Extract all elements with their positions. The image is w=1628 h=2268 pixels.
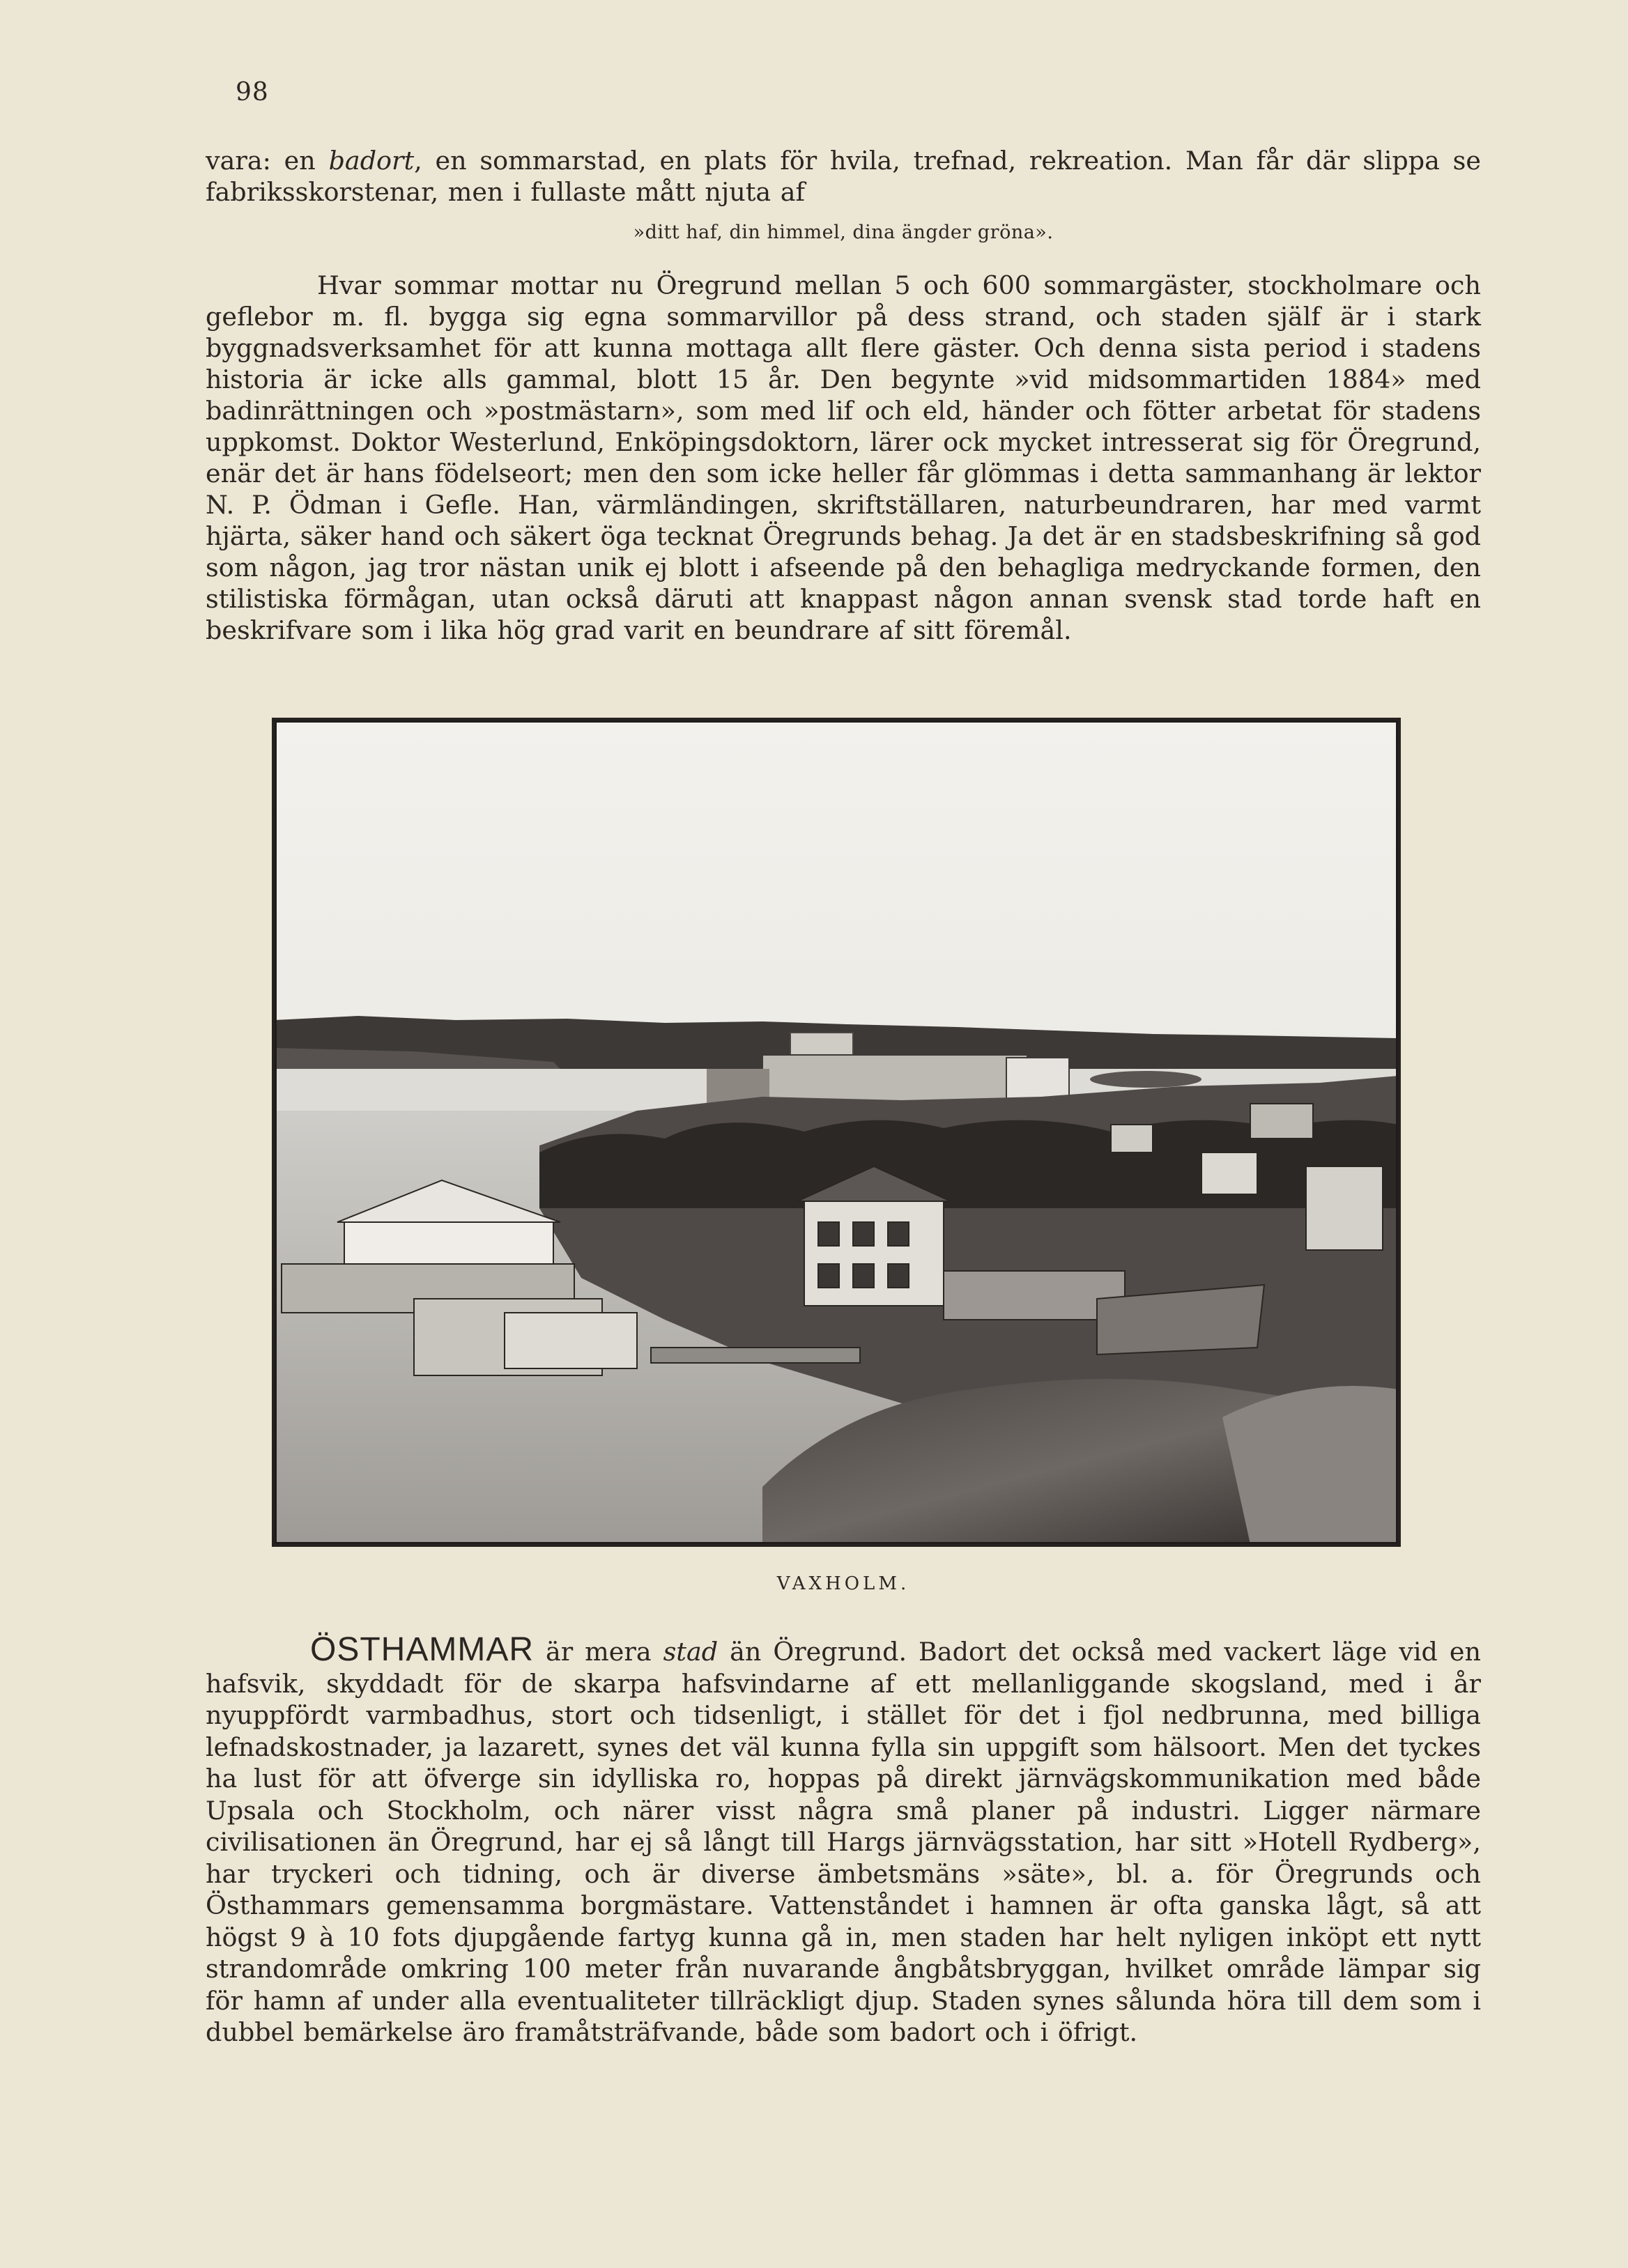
- page-number: 98: [236, 78, 269, 107]
- osthammar-text-end: än Öregrund. Badort det också med vackert läge vid en hafsvik, skyddadt för de skarpa hafsvindarne af ett mellanliggande skogsland, med i år nyuppfördt varmbadhus, stort och tidsenligt, i stället för det i fjol nedbrunna, med billiga lefnadskostnader, ja lazarett, synes det väl kunna fylla sin uppgift som hälsoort. Men det tyckes ha lust för att öfverge sin idylliska ro, hoppas på direkt järnvägskommunikation med både Upsala och Stockholm, och närer visst några små planer på industri. Ligger närmare civilisationen än Öregrund, har ej så långt till Hargs järnvägsstation, har sitt »Hotell Rydberg», har tryckeri och tidning, och är diverse ämbetsmäns »säte», bl. a. för Öregrunds och Östhammars gemensamma borgmästare. Vattenståndet i hamnen är ofta ganska lågt, så att högst 9 à 10 fots djupgående fartyg kunna gå in, men staden har helt nyligen inköpt ett nytt strandområde omkring 100 meter från nuvarande ångbåtsbryggan, hvilket område lämpar sig för hamn af under alla eventualiteter tillräckligt djup. Staden synes sålunda höra till dem som i dubbel bemärkelse äro framåtsträfvande, både som badort och i öfrigt.: [206, 1637, 1481, 2047]
- photo-caption: VAXHOLM.: [776, 1573, 910, 1594]
- poem-quote: »ditt haf, din himmel, dina ängder gröna».: [633, 222, 1054, 243]
- oregrund-paragraph-text: Hvar sommar mottar nu Öregrund mellan 5 och 600 sommargäster, stockholmare och geflebor m. fl. bygga sig egna sommarvillor på dess strand, och staden själf är i stark byggnadsverksamhet för att kunna mottaga allt flere gäster. Och denna sista period i stadens historia är icke alls gammal, blott 15 år. Den begynte »vid midsommartiden 1884» med badinrättningen och »postmästarn», som med lif och eld, händer och fötter arbetat för stadens uppkomst. Doktor Westerlund, Enköpingsdoktorn, lärer ock mycket intresserat sig för Öregrund, enär det är hans födelseort; men den som icke heller får glömmas i detta sammanhang är lektor N. P. Ödman i Gefle. Han, värmländingen, skriftställaren, naturbeundraren, har med varmt hjärta, säker hand och säkert öga tecknat Öregrunds behag. Ja det är en stadsbeskrifning så god som någon, jag tror nästan unik ej blott i afseende på den behagliga medryckande formen, den stilistiska förmågan, utan också däruti att knappast någon annan svensk stad torde haft en beskrifvare som i lika hög grad varit en beundrare af sitt föremål.: [206, 270, 1481, 645]
- intro-text-start: vara: en: [206, 146, 329, 176]
- osthammar-text-start: är mera: [534, 1637, 663, 1667]
- osthammar-heading: ÖSTHAMMAR: [310, 1631, 534, 1668]
- intro-text-end: , en sommarstad, en plats för hvila, trefnad, rekreation. Man får där slippa se fabriksskorstenar, men i fullaste mått njuta af: [206, 146, 1481, 207]
- oregrund-paragraph: [206, 270, 1481, 646]
- vaxholm-photograph: [272, 718, 1401, 1547]
- osthammar-emphasis: stad: [663, 1637, 719, 1667]
- vaxholm-photo-image: [275, 720, 1398, 1544]
- intro-paragraph: [206, 145, 1481, 208]
- intro-emphasis: badort: [328, 146, 415, 176]
- osthammar-paragraph: [206, 1631, 1481, 2049]
